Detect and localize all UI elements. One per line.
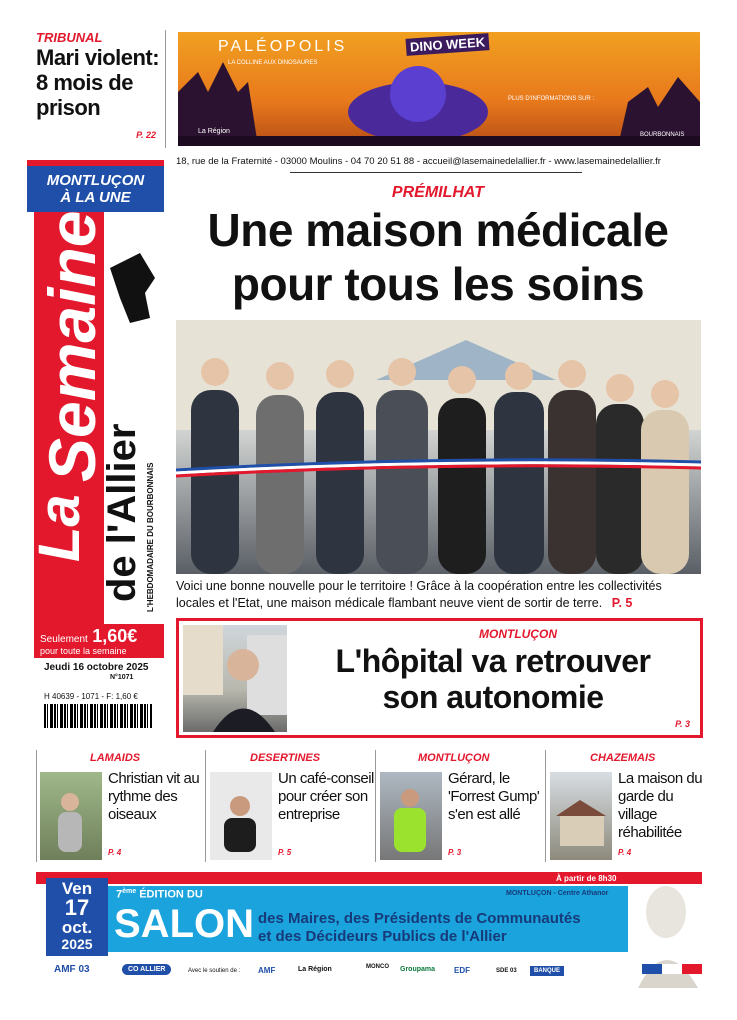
salon-edition-num: 7	[116, 888, 123, 901]
ad-tagline: LA COLLINE AUX DINOSAURES	[228, 60, 318, 66]
ad-event: DINO WEEK	[406, 33, 490, 56]
divider	[36, 750, 37, 862]
salon-logo-coallier: CO ALLIER	[122, 964, 171, 975]
teaser-text: Gérard, le 'Forrest Gump' s'en est allé	[448, 770, 540, 823]
teaser-montlucon[interactable]	[378, 752, 544, 864]
teaser-lamaids[interactable]	[38, 752, 204, 864]
teaser-page: P. 4	[108, 848, 122, 857]
salon-edition-text: ÉDITION DU	[139, 888, 203, 901]
teaser-page: P. 4	[618, 848, 632, 857]
teaser-page: P. 3	[448, 848, 462, 857]
contact-rule	[290, 172, 582, 173]
logo-title-semaine: Semaine	[35, 210, 109, 482]
main-page: P. 5	[611, 596, 633, 610]
salon-logo-amf: AMF	[258, 966, 276, 975]
person-image	[40, 772, 102, 860]
main-headline-2: pour tous les soins	[231, 258, 645, 310]
teaser-kicker: CHAZEMAIS	[590, 752, 656, 764]
tribunal-kicker: TRIBUNAL	[36, 30, 103, 45]
price-suffix: pour toute la semaine	[40, 646, 127, 656]
ad-sponsor-left: La Région	[198, 128, 230, 135]
main-headline-1: Une maison médicale	[207, 204, 669, 256]
salon-day: Ven	[61, 879, 93, 898]
salon-logo-banque: BANQUE	[530, 966, 564, 976]
person-image	[380, 772, 442, 860]
salon-year: 2025	[61, 936, 93, 952]
ad-salon[interactable]	[36, 872, 702, 988]
banner-text: MONTLUÇON À LA UNE	[46, 172, 145, 206]
ad-info: PLUS D'INFORMATIONS SUR :	[508, 96, 595, 102]
second-kicker: MONTLUÇON	[479, 627, 557, 641]
salon-logo-edf: EDF	[454, 966, 470, 975]
teaser-page: P. 5	[278, 848, 292, 857]
salon-desc-2: et des Décideurs Publics de l'Allier	[258, 928, 507, 945]
masthead-logo[interactable]	[27, 210, 164, 624]
teaser-chazemais[interactable]	[548, 752, 708, 864]
teaser-text: Un café-conseil pour créer son entreprise	[278, 770, 374, 823]
portrait-image	[183, 625, 287, 732]
salon-support: Avec le soutien de :	[188, 968, 241, 974]
issue-date: Jeudi 16 octobre 2025	[44, 662, 149, 673]
ad-paleopolis[interactable]	[178, 32, 700, 146]
main-caption	[176, 578, 704, 612]
divider	[165, 30, 166, 148]
barcode	[44, 704, 152, 728]
tribunal-teaser[interactable]	[36, 30, 162, 142]
salon-logo-amf03: AMF 03	[54, 964, 90, 975]
contact-line: 18, rue de la Fraternité - 03000 Moulins - 04 70 20 51 88 - accueil@lasemainedelallier.fr - www.lasemainedelallier.fr	[176, 156, 661, 167]
teaser-kicker: LAMAIDS	[90, 752, 141, 764]
issue-code: H 40639 - 1071 - F: 1,60 €	[44, 692, 138, 701]
salon-title: SALON	[114, 902, 254, 946]
teaser-photo	[40, 772, 102, 860]
ribbon-ceremony-image	[176, 320, 701, 574]
issue-number: N°1071	[110, 674, 134, 681]
person-image	[210, 772, 272, 860]
teaser-photo	[210, 772, 272, 860]
salon-edition	[116, 888, 203, 901]
salon-logo-groupama: Groupama	[400, 966, 436, 973]
montlucon-banner[interactable]	[27, 160, 164, 212]
price-value: 1,60€	[92, 626, 138, 646]
salon-edition-sup: ème	[122, 888, 137, 895]
salon-place: MONTLUÇON - Centre Athanor	[506, 890, 609, 897]
price-prefix: Seulement	[40, 634, 88, 645]
price-box	[34, 624, 164, 658]
logo-title-la: La	[27, 494, 92, 562]
teaser-photo	[380, 772, 442, 860]
second-headline-2: son autonomie	[382, 679, 604, 715]
second-page: P. 3	[675, 719, 690, 729]
teaser-desertines[interactable]	[208, 752, 374, 864]
salon-logo-region: La Région	[298, 966, 332, 973]
divider	[205, 750, 206, 862]
salon-date: 17	[64, 895, 90, 920]
marianne-icon	[628, 872, 702, 988]
teaser-text: Christian vit au rythme des oiseaux	[108, 770, 200, 823]
ad-sponsor-right: BOURBONNAIS	[640, 132, 685, 138]
divider	[545, 750, 546, 862]
main-kicker: PRÉMILHAT	[391, 184, 485, 201]
salon-date-box	[46, 878, 108, 956]
salon-month: oct.	[61, 918, 93, 937]
main-photo[interactable]	[176, 320, 701, 574]
teaser-text: La maison du garde du village réhabilitée	[618, 770, 703, 841]
tribunal-page: P. 22	[136, 130, 156, 140]
teaser-kicker: DESERTINES	[250, 752, 321, 764]
ad-brand: PALÉOPOLIS	[218, 38, 348, 55]
second-photo	[183, 625, 287, 732]
house-image	[550, 772, 612, 860]
salon-desc-1: des Maires, des Présidents de Communautés	[258, 910, 581, 927]
second-headline-1: L'hôpital va retrouver	[335, 643, 651, 679]
logo-title-allier: de l'Allier	[100, 423, 144, 602]
salon-logo-sde: SDE 03	[496, 968, 517, 974]
divider	[375, 750, 376, 862]
salon-time: À partir de 8h30	[556, 874, 617, 883]
salon-logo-monco: MONCO	[366, 964, 389, 970]
main-caption-text: Voici une bonne nouvelle pour le territoire ! Grâce à la coopération entre les collectivités locales et l'Etat, une maison médicale flambant neuve vient de sortir de terre.	[176, 579, 662, 610]
second-story[interactable]	[176, 618, 703, 738]
teaser-kicker: MONTLUÇON	[418, 752, 490, 764]
tribunal-headline: Mari violent: 8 mois de prison	[36, 45, 160, 120]
logo-subtitle: L'HEBDOMADAIRE DU BOURBONNAIS	[146, 462, 155, 612]
teaser-photo	[550, 772, 612, 860]
